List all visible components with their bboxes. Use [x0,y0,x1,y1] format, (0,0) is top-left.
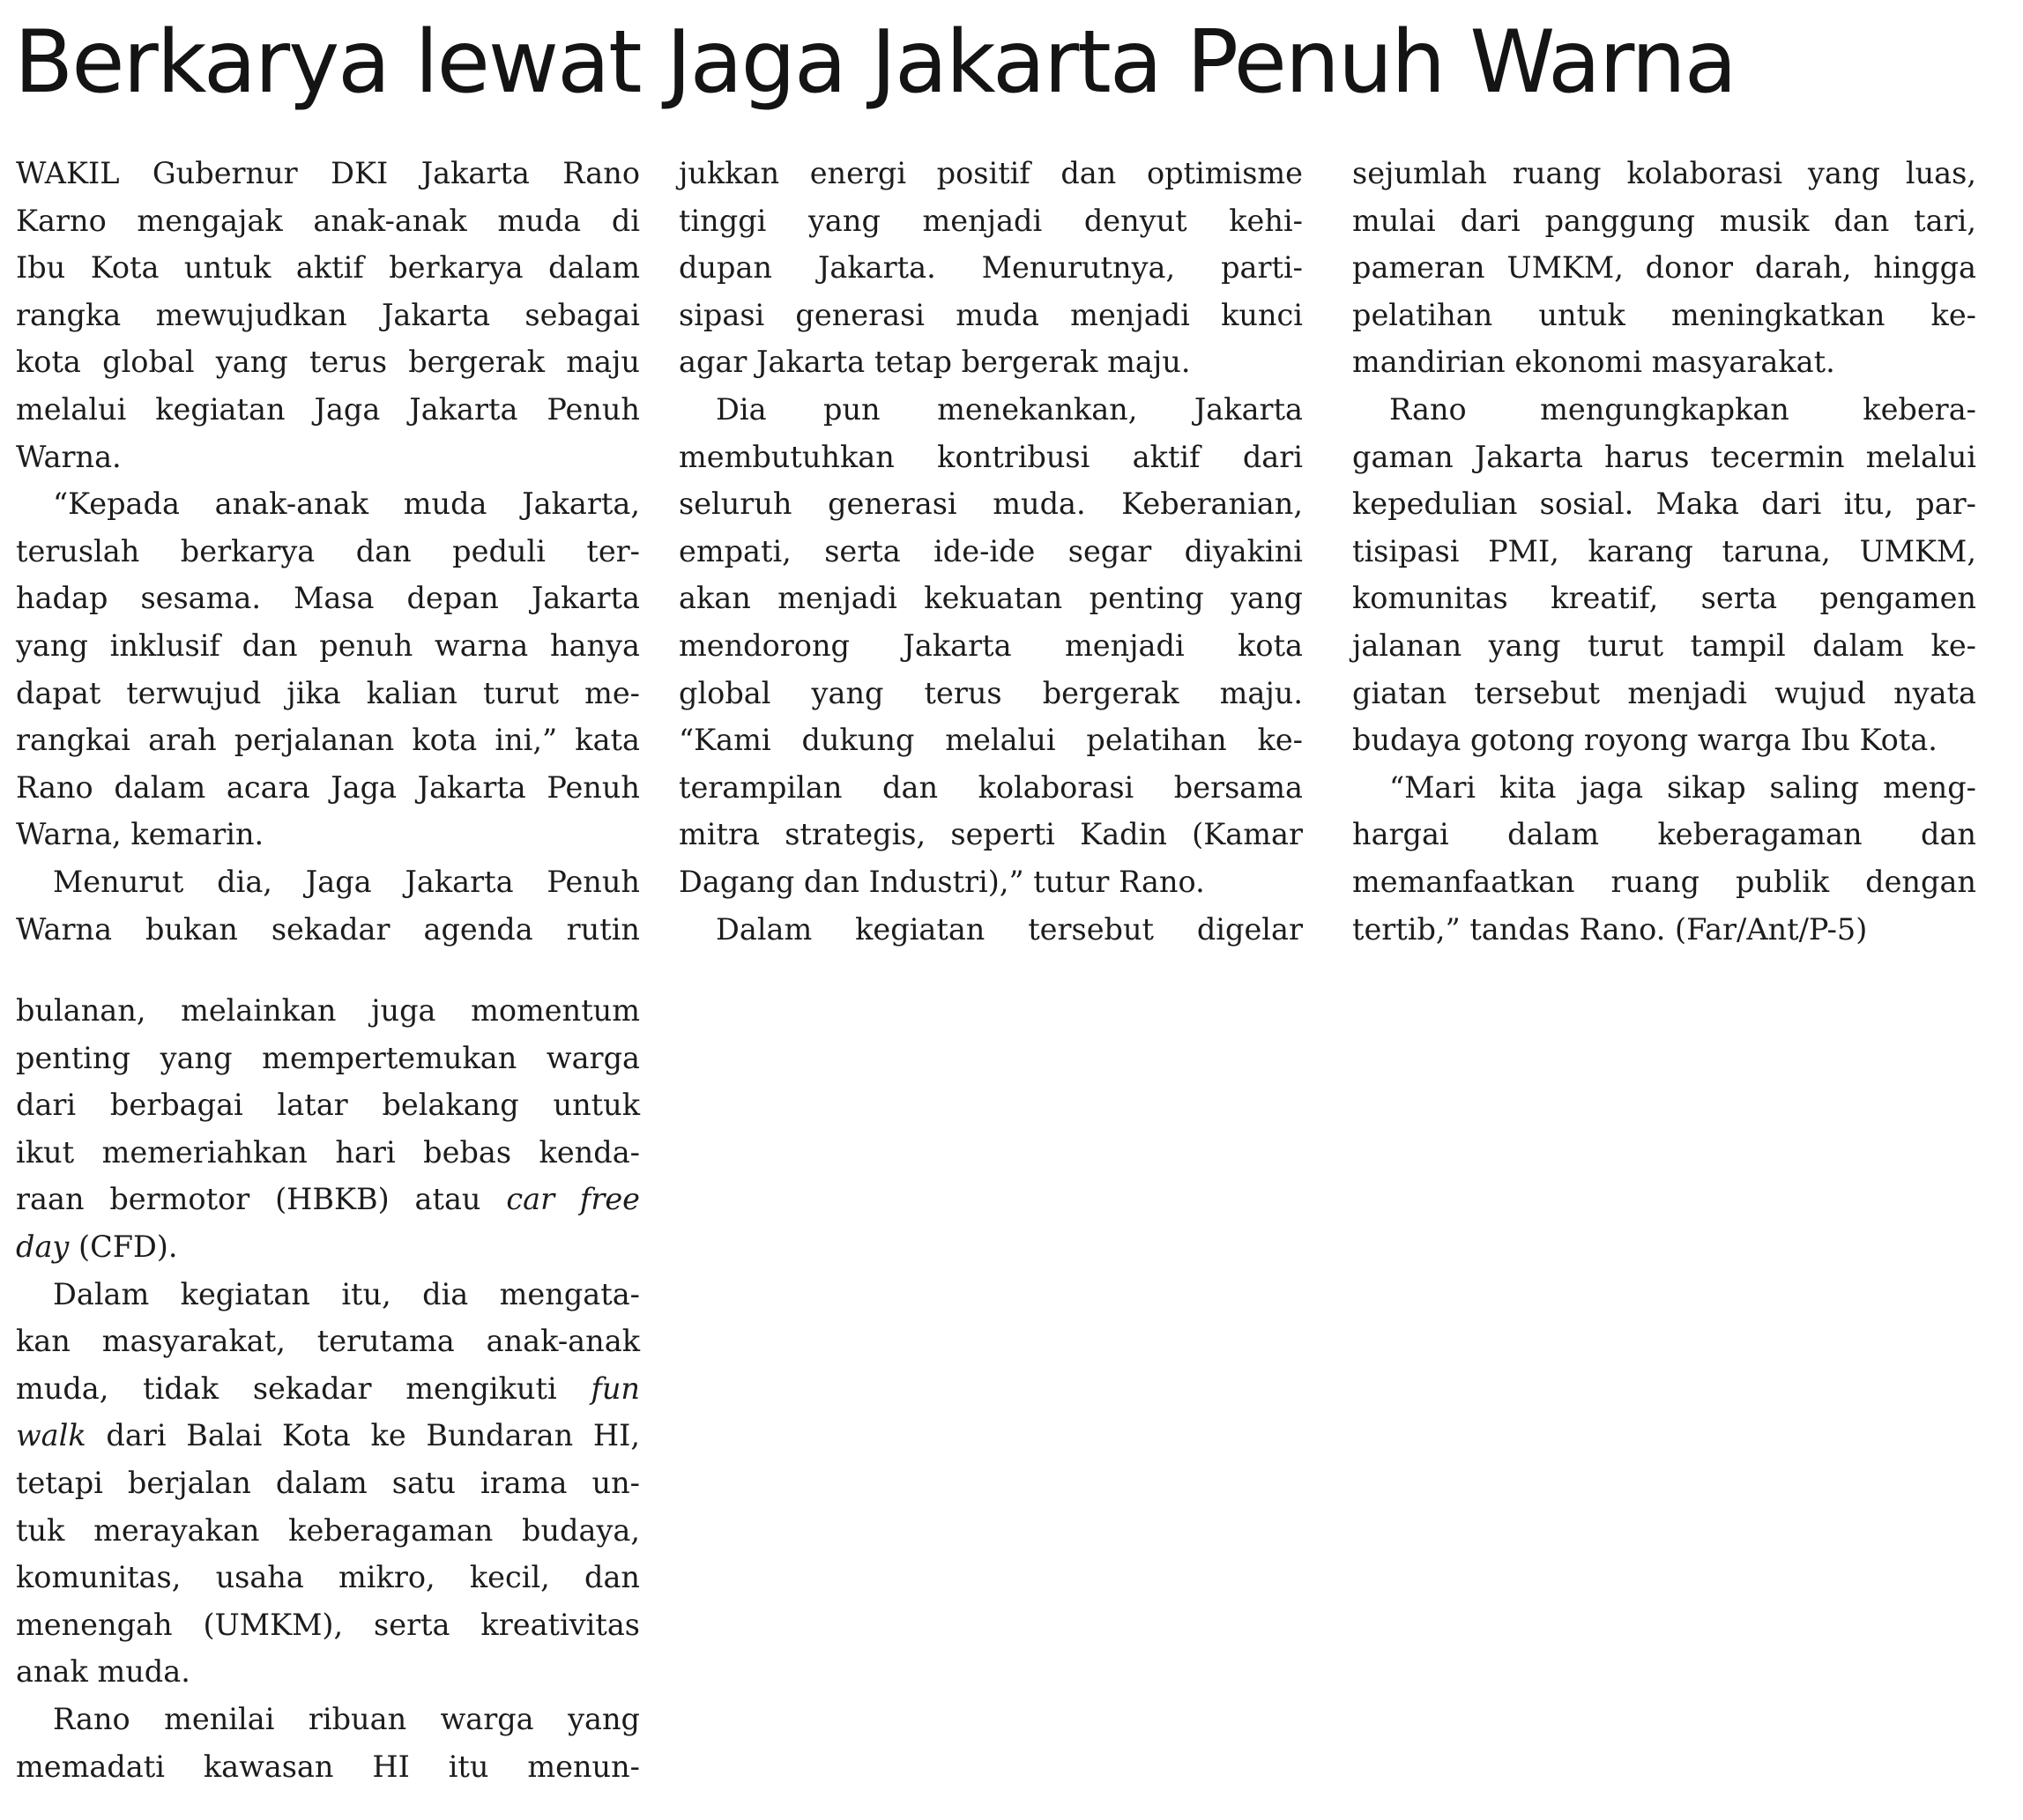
text-line: seluruh generasi muda. Keberanian, [679,487,1303,522]
text-line: tetapi berjalan dalam satu irama un- [16,1465,640,1500]
text-line: jukkan energi positif dan optimisme [679,156,1303,190]
text-line: global yang terus bergerak maju. [679,675,1303,710]
text-line: jalanan yang turut tampil dalam ke- [1352,628,1976,663]
text-segment: dari Balai Kota ke Bundaran HI, [106,1418,640,1453]
text-line: “Kepada anak-anak muda Jakarta, [53,487,640,522]
text-line: tuk merayakan keberagaman budaya, [16,1512,640,1548]
article-column-3 [679,150,1303,961]
article-column-4 [1352,150,1976,961]
headline: Berkarya lewat Jaga Jakarta Penuh Warna [14,12,1736,113]
text-segment: muda, tidak sekadar mengikuti [16,1371,557,1406]
text-line: penting yang mempertemukan warga [16,1040,640,1075]
text-line: terampilan dan kolaborasi bersama [679,769,1303,805]
text-line: dapat terwujud jika kalian turut me- [16,675,640,710]
text-line: memanfaatkan ruang publik dengan [1352,864,1976,899]
text-line: dupan Jakarta. Menurutnya, parti- [679,250,1303,286]
text-segment: raan bermotor (HBKB) atau [16,1182,481,1217]
text-line: Rano mengungkapkan kebera- [1389,391,1976,427]
text-line: tisipasi PMI, karang taruna, UMKM, [1352,533,1976,568]
text-line: Dalam kegiatan tersebut digelar [716,911,1303,947]
text-line: budaya gotong royong warga Ibu Kota. [1352,723,1937,758]
italic-term: walk [16,1418,86,1453]
text-line: WAKIL Gubernur DKI Jakarta Rano [16,156,640,190]
text-line: kota global yang terus bergerak maju [16,345,640,380]
text-line: Rano menilai ribuan warga yang [53,1701,640,1736]
text-line: tinggi yang menjadi denyut kehi- [679,203,1303,238]
text-line [16,1176,640,1223]
article-column-1 [16,150,640,961]
text-line: tertib,” tandas Rano. (Far/Ant/P-5) [1352,911,1868,947]
text-line [16,1365,640,1413]
text-line: Karno mengajak anak-anak muda di [16,203,640,238]
text-line: menengah (UMKM), serta kreativitas [16,1607,640,1642]
text-line: mandirian ekonomi masyarakat. [1352,345,1835,380]
text-line: kan masyarakat, terutama anak-anak [16,1324,640,1359]
text-line: Warna, kemarin. [16,817,264,852]
text-line: mitra strategis, seperti Kadin (Kamar [679,817,1303,852]
text-line [16,1412,640,1460]
text-line: mendorong Jakarta menjadi kota [679,628,1303,663]
text-line: gaman Jakarta harus tecermin melalui [1352,439,1976,474]
text-line: giatan tersebut menjadi wujud nyata [1352,675,1976,710]
text-line: teruslah berkarya dan peduli ter- [16,533,640,568]
text-line: rangkai arah perjalanan kota ini,” kata [16,723,640,758]
text-line: empati, serta ide-ide segar diyakini [679,533,1303,568]
text-line: rangka mewujudkan Jakarta sebagai [16,297,640,332]
text-line: yang inklusif dan penuh warna hanya [16,628,640,663]
italic-term: fun [591,1371,640,1406]
text-line: sejumlah ruang kolaborasi yang luas, [1352,156,1976,190]
text-line: Menurut dia, Jaga Jakarta Penuh [53,864,640,899]
text-line: sipasi generasi muda menjadi kunci [679,297,1303,332]
text-line: “Mari kita jaga sikap saling meng- [1389,769,1976,805]
text-line: komunitas kreatif, serta pengamen [1352,581,1976,616]
italic-term: car free [506,1182,640,1217]
text-line: anak muda. [16,1654,190,1690]
text-line: Warna. [16,439,122,474]
text-line: dari berbagai latar belakang untuk [16,1088,640,1123]
text-line: Dagang dan Industri),” tutur Rano. [679,864,1205,899]
text-segment: (CFD). [78,1229,178,1264]
text-line: Rano dalam acara Jaga Jakarta Penuh [16,769,640,805]
italic-term: day [16,1229,70,1264]
text-line: komunitas, usaha mikro, kecil, dan [16,1560,640,1595]
text-line: Dia pun menekankan, Jakarta [716,391,1303,427]
text-line: membutuhkan kontribusi aktif dari [679,439,1303,474]
article-column-2 [16,987,640,1816]
text-line: hargai dalam keberagaman dan [1352,817,1976,852]
text-line: melalui kegiatan Jaga Jakarta Penuh [16,391,640,427]
text-line: pameran UMKM, donor darah, hingga [1352,250,1976,286]
text-line: Ibu Kota untuk aktif berkarya dalam [16,250,640,286]
text-line [16,1223,640,1271]
text-line: Warna bukan sekadar agenda rutin [16,911,640,947]
text-line: “Kami dukung melalui pelatihan ke- [679,723,1303,758]
text-line: kepedulian sosial. Maka dari itu, par- [1352,487,1976,522]
text-line: hadap sesama. Masa depan Jakarta [16,581,640,616]
text-line: akan menjadi kekuatan penting yang [679,581,1303,616]
text-line: agar Jakarta tetap bergerak maju. [679,345,1191,380]
text-line: bulanan, melainkan juga momentum [16,993,640,1028]
text-line: pelatihan untuk meningkatkan ke- [1352,297,1976,332]
text-line: mulai dari panggung musik dan tari, [1352,203,1976,238]
text-line: ikut memeriahkan hari bebas kenda- [16,1134,640,1170]
text-line: Dalam kegiatan itu, dia mengata- [53,1276,640,1311]
text-line: memadati kawasan HI itu menun- [16,1749,640,1784]
